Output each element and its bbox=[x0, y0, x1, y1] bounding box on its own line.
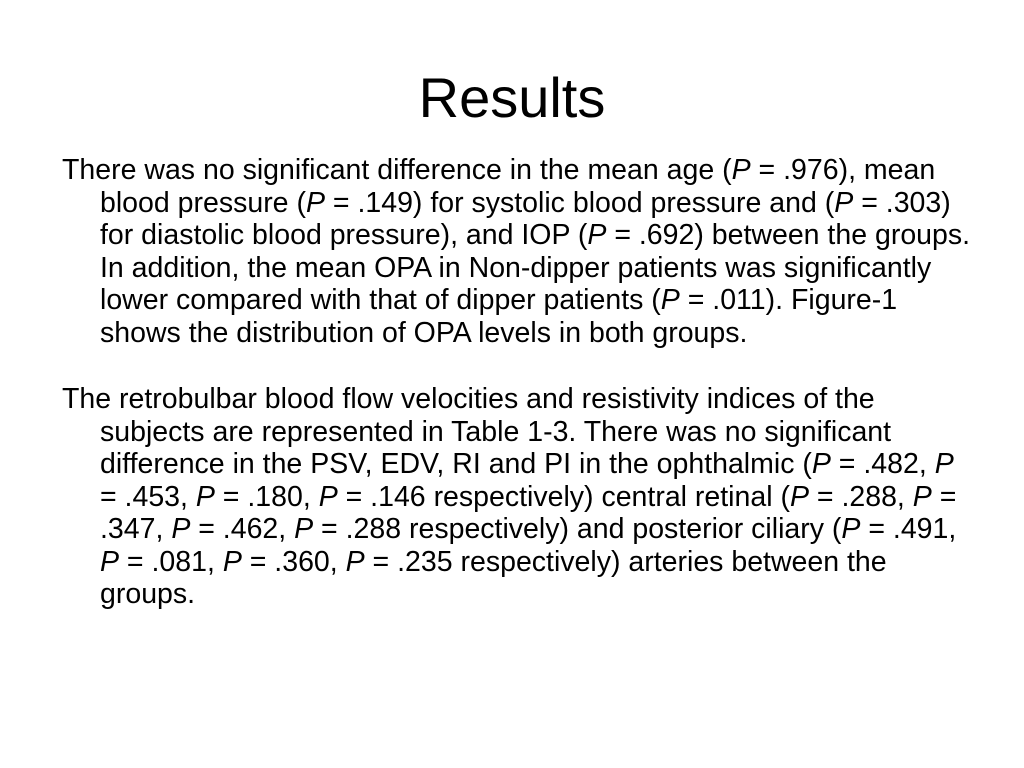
p-value-symbol: P bbox=[305, 186, 325, 219]
text-run: = .011). Figure-1 shows the distribution of OPA levels in both groups. bbox=[100, 284, 898, 349]
p-value-symbol: P bbox=[100, 545, 120, 578]
results-paragraph-2 bbox=[62, 383, 972, 611]
text-run: = .692) between the groups. In addition, the mean OPA in Non-dipper patients was significantly lower compared with that of dipper patients ( bbox=[100, 219, 971, 316]
p-value-symbol: P bbox=[811, 448, 831, 480]
slide-title: Results bbox=[418, 66, 606, 129]
results-paragraph-1 bbox=[62, 154, 972, 349]
text-run: = .081, bbox=[119, 545, 223, 578]
p-value-symbol: P bbox=[789, 480, 809, 513]
text-run: = .491, bbox=[860, 513, 957, 545]
p-value-symbol: P bbox=[934, 448, 954, 480]
text-run: = .288, bbox=[808, 480, 913, 513]
slide-body bbox=[62, 154, 972, 611]
text-run: = .288 respectively) and posterior ciliary ( bbox=[313, 513, 842, 545]
text-run: = .976), mean blood pressure ( bbox=[100, 154, 936, 219]
p-value-symbol: P bbox=[841, 513, 861, 545]
text-run: There was no significant difference in the mean age ( bbox=[62, 154, 732, 186]
text-run: = .482, bbox=[830, 448, 935, 480]
text-run: = .453, bbox=[100, 480, 196, 513]
p-value-symbol: P bbox=[294, 513, 314, 545]
text-run: = .149) for systolic blood pressure and ( bbox=[324, 186, 835, 219]
text-run: = .303) for diastolic blood pressure), and IOP ( bbox=[100, 186, 951, 251]
p-value-symbol: P bbox=[318, 480, 338, 513]
p-value-symbol: P bbox=[912, 480, 932, 513]
text-run: The retrobulbar blood flow velocities and resistivity indices of the subjects are represented in Table 1-3. There was no significant difference in the PSV, EDV, RI and PI in the ophthalmic ( bbox=[62, 383, 892, 480]
text-run: = .360, bbox=[241, 545, 346, 578]
p-value-symbol: P bbox=[222, 545, 242, 578]
text-run: = .347, bbox=[100, 480, 957, 545]
p-value-symbol: P bbox=[834, 186, 854, 219]
text-run: = .146 respectively) central retinal ( bbox=[337, 480, 790, 513]
text-run: = .235 respectively) arteries between the groups. bbox=[100, 545, 887, 610]
p-value-symbol: P bbox=[660, 284, 680, 316]
text-run: = .180, bbox=[214, 480, 319, 513]
p-value-symbol: P bbox=[345, 545, 365, 578]
text-run: = .462, bbox=[190, 513, 295, 545]
p-value-symbol: P bbox=[587, 219, 607, 251]
p-value-symbol: P bbox=[195, 480, 215, 513]
p-value-symbol: P bbox=[171, 513, 191, 545]
p-value-symbol: P bbox=[731, 154, 751, 186]
